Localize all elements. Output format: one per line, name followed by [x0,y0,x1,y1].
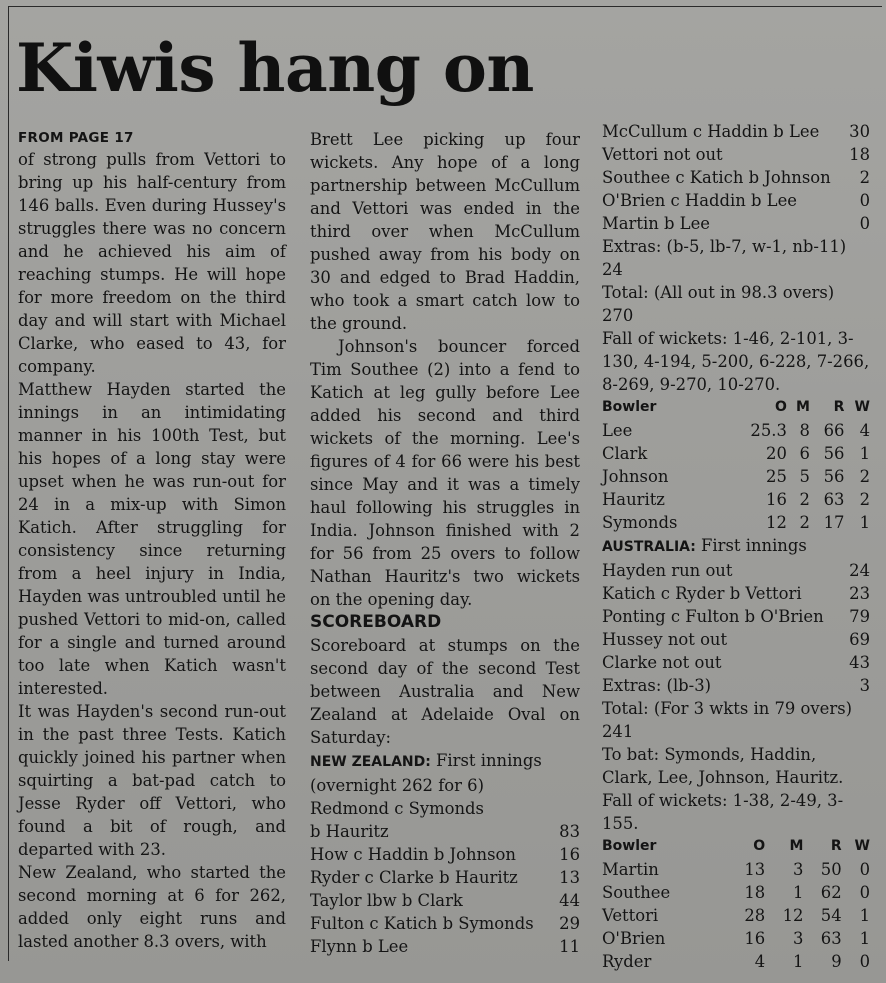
runs: 16 [559,845,580,864]
batting-row [310,843,580,866]
cell: 0 [859,883,870,902]
cell: 1 [859,444,870,463]
table-row [602,950,870,973]
batting-row [602,143,870,166]
runs: 30 [849,122,870,141]
batting-row [310,820,580,843]
cell: 4 [754,952,766,971]
nz-fall-of-wickets: Fall of wickets: 1-46, 2-101, 3-130, 4-194, 5-200, 6-228, 7-266, 8-269, 9-270, 10-270. [602,329,870,394]
aus-extras [602,674,870,697]
cell: 63 [823,490,845,509]
nz-bowling-table [602,835,870,973]
cell: Ryder [602,952,652,971]
cell: 63 [820,929,842,948]
batting-row [602,559,870,582]
runs: 13 [559,868,580,887]
aus-bowling-table [602,396,870,534]
cell: 9 [831,952,842,971]
runs: 83 [559,822,580,841]
nz-total: Total: (All out in 98.3 overs) 270 [602,283,835,325]
cell: 50 [820,860,842,879]
aus-total: Total: (For 3 wkts in 79 overs) 241 [602,699,852,741]
batter: Flynn b Lee [310,937,409,956]
cell: 5 [799,467,810,486]
cell: 2 [859,490,870,509]
scoreboard-title: SCOREBOARD [310,612,442,632]
batting-row [602,628,870,651]
runs: 0 [859,191,870,210]
cell: Symonds [602,513,678,532]
cell: Johnson [602,467,669,486]
cell: 0 [859,860,870,879]
extras-label: Extras: (lb-3) [602,676,712,695]
runs: 23 [849,584,870,603]
cell: 18 [744,883,766,902]
aus-fall-of-wickets: Fall of wickets: 1-38, 2-49, 3-155. [602,791,844,833]
batter: O'Brien c Haddin b Lee [602,191,797,210]
cell: 25.3 [750,421,787,440]
batting-row [310,889,580,912]
cell: 13 [744,860,766,879]
cell: 3 [792,860,804,879]
batter: Vettori not out [602,145,723,164]
batter: Martin b Lee [602,214,710,233]
col-header: O [775,399,787,415]
paragraph: Brett Lee picking up four wickets. Any hope of a long partnership between McCullum and Vettori was ended in the third over when McCullum pushed away from his body on 30 and edged to Brad Haddin, who took a smart catch low to the ground. [310,130,580,333]
batting-row [602,189,870,212]
team-name: NEW ZEALAND: [310,754,431,770]
cell: Martin [602,860,659,879]
cell: O'Brien [602,929,666,948]
batter: Fulton c Katich b Symonds [310,914,534,933]
runs: 43 [849,653,870,672]
cell: 1 [792,952,804,971]
cell: 56 [823,444,845,463]
batting-line-1: Redmond c Symonds [310,799,484,818]
runs: 79 [849,607,870,626]
scoreboard-intro: Scoreboard at stumps on the second day of the second Test between Australia and New Zealand at Adelaide Oval on Saturday: [310,636,580,747]
runs: 69 [849,630,870,649]
batting-row [310,912,580,935]
cell: 2 [799,490,810,509]
cell: 16 [766,490,787,509]
aus-to-bat: To bat: Symonds, Haddin, Clark, Lee, Johnson, Hauritz. [602,745,844,787]
paragraph: New Zealand, who started the second morning at 6 for 262, added only eight runs and lasted another 8.3 overs, with [18,863,286,951]
col-header: O [753,838,766,854]
table-row [602,465,870,488]
cell: 66 [823,421,845,440]
cell: 54 [820,906,842,925]
table-header-row [602,835,870,858]
col-header: Bowler [602,838,657,854]
batter: Ponting c Fulton b O'Brien [602,607,824,626]
cell: 16 [744,929,766,948]
paragraph: Matthew Hayden started the innings in an intimidating manner in his 100th Test, but his hopes of a long stay were upset when he was run-out for 24 in a mix-up with Simon Katich. After struggling for consistency since returning from a heel injury in India, Hayden was untroubled until he pushed Vettori to mid-on, called for a single and turned around too late when Katich wasn't interested. [18,380,286,698]
batter: McCullum c Haddin b Lee [602,122,820,141]
paragraph: It was Hayden's second run-out in the past three Tests. Katich quickly joined his partner when squirting a bat-pad catch to Jesse Ryder off Vettori, who found a bit of rough, and departed with 23. [18,702,286,859]
table-header-row [602,396,870,419]
aus-innings-heading [602,534,870,559]
paragraph: Johnson's bouncer forced Tim Southee (2) into a fend to Katich at leg gully before Lee added his second and third wickets of the morning. Lee's figures of 4 for 66 were his best since May and it was a timely haul following his struggles in India. Johnson finished with 2 for 56 from 25 overs to follow Nathan Hauritz's two wickets on the opening day. [310,337,580,609]
cell: 1 [859,929,870,948]
table-row [602,904,870,927]
batting-row [602,605,870,628]
team-name: AUSTRALIA: [602,539,696,555]
cell: 0 [859,952,870,971]
runs: 24 [849,561,870,580]
cell: 20 [766,444,787,463]
batter: Ryder c Clarke b Hauritz [310,868,518,887]
top-rule [8,6,882,7]
cell: 12 [782,906,804,925]
table-row [602,881,870,904]
batter: Taylor lbw b Clark [310,891,463,910]
cell: 12 [766,513,787,532]
col-header: M [796,399,810,415]
cell: Southee [602,883,671,902]
col-header: W [854,838,870,854]
runs: 29 [559,914,580,933]
cell: 2 [859,467,870,486]
nz-overnight: (overnight 262 for 6) [310,776,484,795]
batting-row [602,120,870,143]
cell: 62 [820,883,842,902]
cell: 8 [799,421,810,440]
col-header: W [854,399,870,415]
paragraph: of strong pulls from Vettori to bring up his half-century from 146 balls. Even during Hussey's struggles there was no concern and he achieved his aim of reaching stumps. He will hope for more freedom on the third day and will start with Michael Clarke, who eased to 43, for company. [18,150,286,376]
batter: Clarke not out [602,653,722,672]
cell: Vettori [602,906,659,925]
runs: 2 [859,168,870,187]
table-row [602,927,870,950]
table-row [602,858,870,881]
extras-runs: 3 [859,676,870,695]
table-row [602,419,870,442]
runs: 11 [559,937,580,956]
col-header: R [833,399,845,415]
nz-innings-heading [310,749,580,774]
col-header: Bowler [602,399,657,415]
cell: 1 [859,906,870,925]
batting-row [602,212,870,235]
cell: 56 [823,467,845,486]
innings-label: First innings [695,536,807,555]
cell: 17 [823,513,845,532]
left-rule [8,6,9,961]
article-column-1 [18,128,286,953]
batter: Hussey not out [602,630,728,649]
nz-extras: Extras: (b-5, lb-7, w-1, nb-11) 24 [602,237,847,279]
cell: 28 [744,906,766,925]
runs: 18 [849,145,870,164]
cell: 1 [792,883,804,902]
batter: Southee c Katich b Johnson [602,168,831,187]
batting-row [310,866,580,889]
cell: 2 [799,513,810,532]
col-header: M [789,838,804,854]
runs: 44 [559,891,580,910]
innings-label: First innings [430,751,542,770]
cell: 25 [766,467,787,486]
cell: 1 [859,513,870,532]
batting-row [602,651,870,674]
scoreboard-column [602,120,870,973]
batter: b Hauritz [310,822,389,841]
batter: Hayden run out [602,561,733,580]
cell: Clark [602,444,648,463]
cell: Hauritz [602,490,665,509]
batter: How c Haddin b Johnson [310,845,516,864]
batting-row [310,935,580,958]
cell: 6 [799,444,810,463]
cell: 4 [859,421,870,440]
col-header: R [830,838,842,854]
batting-row [602,166,870,189]
table-row [602,511,870,534]
cell: Lee [602,421,633,440]
batter: Katich c Ryder b Vettori [602,584,802,603]
kicker-from-page: FROM PAGE 17 [18,130,134,146]
table-row [602,442,870,465]
batting-row [602,582,870,605]
runs: 0 [859,214,870,233]
article-column-2 [310,128,580,958]
table-row [602,488,870,511]
headline: Kiwis hang on [16,29,534,107]
cell: 3 [792,929,804,948]
